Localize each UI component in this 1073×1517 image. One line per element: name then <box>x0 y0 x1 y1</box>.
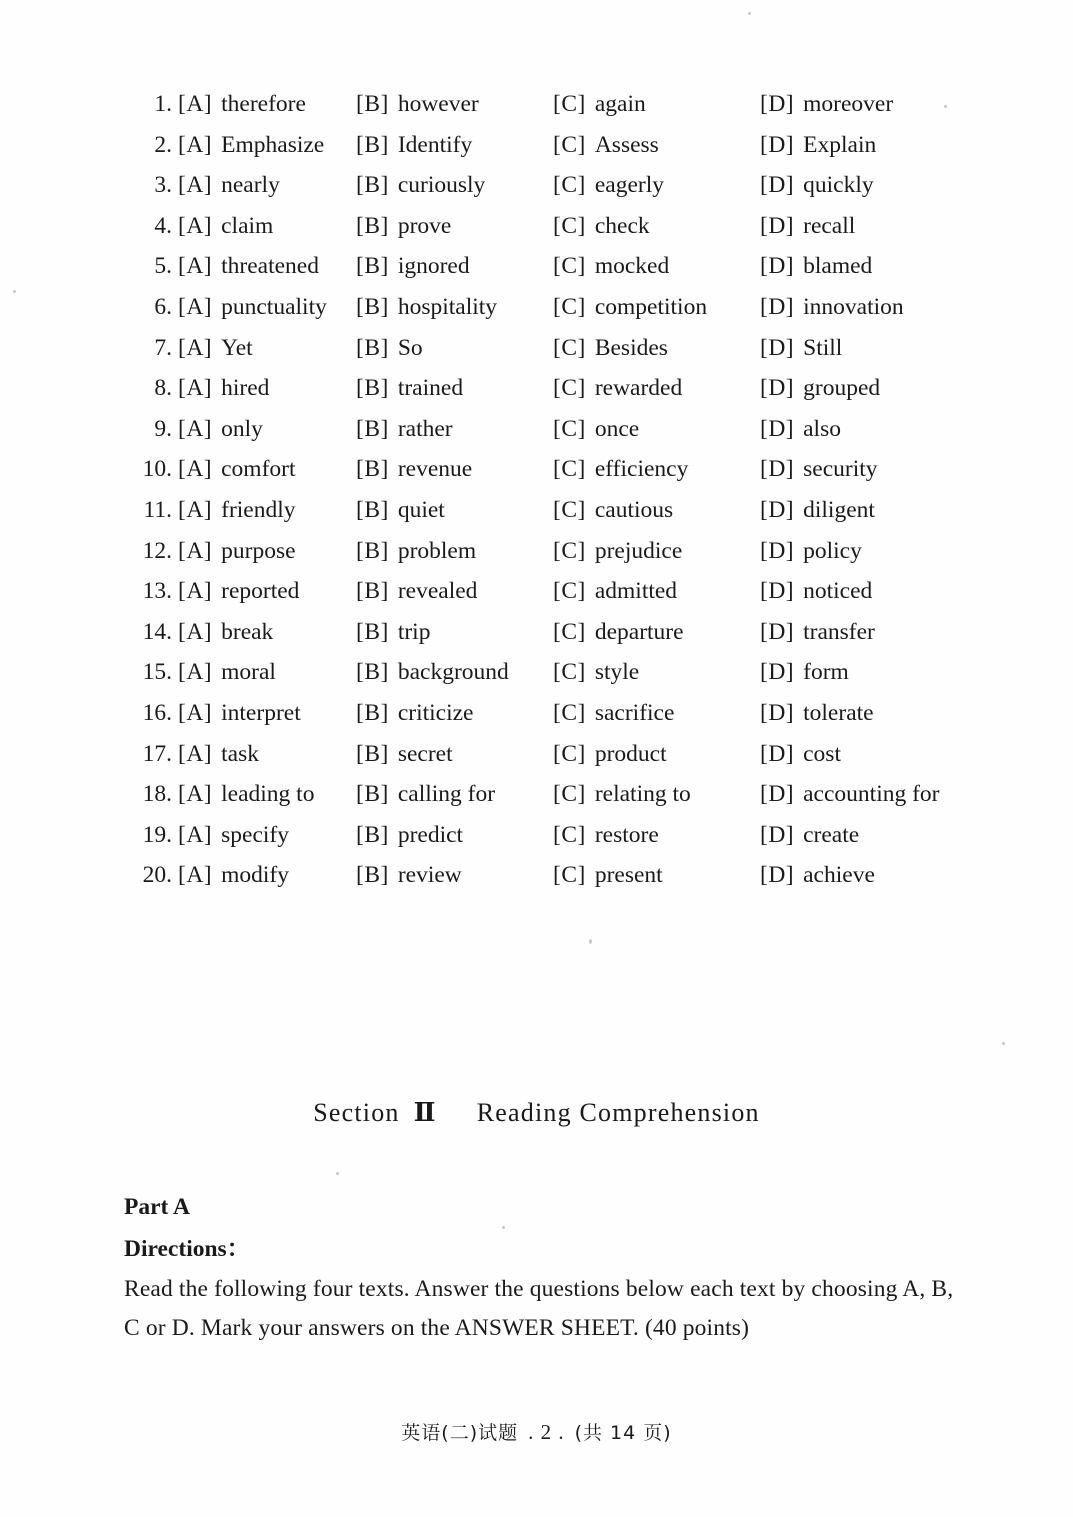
option-a[interactable] <box>178 774 314 815</box>
option-d[interactable] <box>760 409 841 450</box>
option-d[interactable] <box>760 328 842 369</box>
option-tag-a: [A] <box>178 212 213 239</box>
cloze-row <box>0 328 1073 369</box>
option-word: task <box>221 740 259 767</box>
option-tag-b: [B] <box>356 659 389 686</box>
option-c[interactable] <box>553 246 669 287</box>
option-word: tolerate <box>803 699 874 726</box>
option-tag-b: [B] <box>356 781 389 808</box>
option-tag-a: [A] <box>178 699 213 726</box>
option-b[interactable] <box>356 774 495 815</box>
option-word: blamed <box>803 253 873 280</box>
option-c[interactable] <box>553 206 650 247</box>
option-a[interactable] <box>178 246 319 287</box>
option-c[interactable] <box>553 612 684 653</box>
option-tag-d: [D] <box>760 537 795 564</box>
directions-line-1: Read the following four texts. Answer the questions below each text by choosing A, B, <box>124 1276 954 1302</box>
option-c[interactable] <box>553 165 664 206</box>
option-word: sacrifice <box>594 699 675 726</box>
option-c[interactable] <box>553 774 691 815</box>
option-c[interactable] <box>553 287 707 328</box>
option-tag-a: [A] <box>178 781 213 808</box>
option-word: quickly <box>803 172 874 199</box>
option-a[interactable] <box>178 206 273 247</box>
footer-page-number: . 2 . <box>528 1420 565 1444</box>
option-word: only <box>221 415 263 442</box>
option-d[interactable] <box>760 774 940 815</box>
option-tag-c: [C] <box>553 578 586 605</box>
option-c[interactable] <box>553 449 688 490</box>
scan-speck <box>336 1172 339 1175</box>
option-tag-d: [D] <box>760 131 795 158</box>
option-tag-a: [A] <box>178 496 213 523</box>
option-word: present <box>594 862 663 889</box>
option-b[interactable] <box>356 206 451 247</box>
option-word: product <box>594 740 667 767</box>
option-c[interactable] <box>553 815 659 856</box>
question-number: 11. <box>143 496 172 523</box>
option-d[interactable] <box>760 246 872 287</box>
option-tag-d: [D] <box>760 456 795 483</box>
option-tag-a: [A] <box>178 415 213 442</box>
option-d[interactable] <box>760 490 875 531</box>
cloze-row <box>0 206 1073 247</box>
option-tag-b: [B] <box>356 496 389 523</box>
option-word: mocked <box>594 253 670 280</box>
option-tag-a: [A] <box>178 862 213 889</box>
option-word: Assess <box>594 131 659 158</box>
cloze-row <box>0 246 1073 287</box>
option-tag-d: [D] <box>760 578 795 605</box>
question-number: 14. <box>142 618 172 645</box>
option-tag-c: [C] <box>553 253 586 280</box>
cloze-row <box>0 855 1073 896</box>
option-a[interactable] <box>178 571 299 612</box>
option-tag-b: [B] <box>356 578 389 605</box>
option-a[interactable] <box>178 125 324 166</box>
question-number: 17. <box>142 740 172 767</box>
option-a[interactable] <box>178 855 289 896</box>
option-word: ignored <box>397 253 470 280</box>
option-tag-c: [C] <box>553 862 586 889</box>
cloze-row <box>0 490 1073 531</box>
scan-speck <box>589 939 592 944</box>
option-tag-c: [C] <box>553 537 586 564</box>
option-word: moreover <box>803 91 894 117</box>
option-word: moral <box>221 659 276 686</box>
option-tag-d: [D] <box>760 821 795 848</box>
option-c[interactable] <box>553 368 682 409</box>
option-tag-a: [A] <box>178 334 213 361</box>
option-word: Explain <box>803 131 877 158</box>
scan-speck <box>1002 1042 1005 1045</box>
option-a[interactable] <box>178 368 269 409</box>
option-tag-c: [C] <box>553 781 586 808</box>
option-tag-b: [B] <box>356 131 389 158</box>
directions-line-2: C or D. Mark your answers on the ANSWER SHEET. (40 points) <box>124 1315 750 1341</box>
option-a[interactable] <box>178 409 263 450</box>
option-b[interactable] <box>356 368 463 409</box>
option-d[interactable] <box>760 693 874 734</box>
section-heading <box>0 1098 1073 1128</box>
option-word: punctuality <box>221 293 327 320</box>
question-number: 7. <box>154 334 172 361</box>
option-c[interactable] <box>553 84 646 125</box>
footer-subject: 英语(二)试题 <box>401 1422 519 1444</box>
option-word: cautious <box>594 496 674 523</box>
option-word: security <box>803 456 878 483</box>
option-d[interactable] <box>760 571 872 612</box>
question-number: 20. <box>142 862 172 889</box>
part-label: Part A <box>124 1194 190 1220</box>
option-word: Identify <box>397 131 473 158</box>
option-word: specify <box>221 821 289 848</box>
option-word: rewarded <box>594 375 683 402</box>
section-number: Ⅱ <box>413 1098 437 1127</box>
option-tag-c: [C] <box>553 456 586 483</box>
option-word: style <box>594 659 640 686</box>
option-tag-b: [B] <box>356 91 389 117</box>
option-a[interactable] <box>178 612 273 653</box>
option-tag-a: [A] <box>178 740 213 767</box>
option-word: revenue <box>397 456 473 483</box>
option-tag-b: [B] <box>356 415 389 442</box>
option-tag-c: [C] <box>553 618 586 645</box>
option-d[interactable] <box>760 287 904 328</box>
cloze-options-list <box>0 84 1073 896</box>
option-c[interactable] <box>553 531 682 572</box>
question-number: 19. <box>142 821 172 848</box>
option-tag-d: [D] <box>760 212 795 239</box>
option-word: relating to <box>594 781 691 808</box>
option-tag-c: [C] <box>553 375 586 402</box>
option-word: cost <box>803 740 841 767</box>
option-b[interactable] <box>356 693 474 734</box>
question-number: 5. <box>154 253 172 280</box>
option-word: Emphasize <box>221 131 325 158</box>
option-tag-b: [B] <box>356 699 389 726</box>
option-word: once <box>594 415 640 442</box>
option-c[interactable] <box>553 490 673 531</box>
option-word: criticize <box>397 699 474 726</box>
question-number: 3. <box>154 172 172 199</box>
option-d[interactable] <box>760 612 875 653</box>
section-label: Section <box>313 1098 400 1127</box>
option-tag-a: [A] <box>178 91 213 117</box>
option-tag-d: [D] <box>760 172 795 199</box>
option-tag-d: [D] <box>760 496 795 523</box>
option-word: achieve <box>803 862 875 889</box>
option-word: prejudice <box>594 537 683 564</box>
option-word: noticed <box>803 578 873 605</box>
option-tag-c: [C] <box>553 496 586 523</box>
option-a[interactable] <box>178 449 296 490</box>
option-word: prove <box>397 212 452 239</box>
option-d[interactable] <box>760 165 874 206</box>
option-tag-d: [D] <box>760 253 795 280</box>
option-a[interactable] <box>178 287 327 328</box>
option-word: efficiency <box>594 456 689 483</box>
option-d[interactable] <box>760 84 893 125</box>
option-tag-c: [C] <box>553 91 586 117</box>
option-tag-a: [A] <box>178 131 213 158</box>
option-word: So <box>397 334 423 361</box>
option-word: curiously <box>397 172 486 199</box>
option-word: threatened <box>221 253 319 280</box>
option-b[interactable] <box>356 328 423 369</box>
option-tag-c: [C] <box>553 172 586 199</box>
option-tag-a: [A] <box>178 456 213 483</box>
question-number: 18. <box>142 781 172 808</box>
option-a[interactable] <box>178 734 259 775</box>
option-word: calling for <box>397 781 496 808</box>
option-word: also <box>803 415 841 442</box>
option-c[interactable] <box>553 328 668 369</box>
question-number: 1. <box>154 91 172 117</box>
option-tag-b: [B] <box>356 253 389 280</box>
option-tag-d: [D] <box>760 659 795 686</box>
cloze-row <box>0 287 1073 328</box>
option-a[interactable] <box>178 490 296 531</box>
option-word: diligent <box>803 496 875 523</box>
option-tag-a: [A] <box>178 821 213 848</box>
option-word: interpret <box>221 699 301 726</box>
option-word: create <box>803 821 860 848</box>
option-word: restore <box>594 821 659 848</box>
option-d[interactable] <box>760 368 880 409</box>
option-tag-c: [C] <box>553 293 586 320</box>
option-a[interactable] <box>178 815 289 856</box>
option-tag-d: [D] <box>760 293 795 320</box>
cloze-row <box>0 774 1073 815</box>
section-title: Reading Comprehension <box>476 1098 760 1127</box>
option-b[interactable] <box>356 612 430 653</box>
option-word: break <box>221 618 274 645</box>
option-word: grouped <box>803 375 881 402</box>
option-c[interactable] <box>553 693 674 734</box>
option-c[interactable] <box>553 734 667 775</box>
option-b[interactable] <box>356 652 509 693</box>
option-tag-a: [A] <box>178 253 213 280</box>
cloze-row <box>0 652 1073 693</box>
directions-label: Directions： <box>124 1236 251 1262</box>
option-word: competition <box>594 293 708 320</box>
cloze-row <box>0 409 1073 450</box>
option-word: hired <box>221 375 270 402</box>
option-b[interactable] <box>356 409 453 450</box>
option-c[interactable] <box>553 571 677 612</box>
option-word: leading to <box>221 781 315 808</box>
option-tag-a: [A] <box>178 293 213 320</box>
option-tag-a: [A] <box>178 659 213 686</box>
option-word: recall <box>803 212 856 239</box>
question-number: 2. <box>154 131 172 158</box>
option-word: therefore <box>221 91 306 117</box>
option-tag-b: [B] <box>356 740 389 767</box>
option-tag-d: [D] <box>760 618 795 645</box>
option-b[interactable] <box>356 84 479 125</box>
option-word: check <box>594 212 650 239</box>
option-d[interactable] <box>760 855 875 896</box>
question-number: 15. <box>142 659 172 686</box>
option-tag-c: [C] <box>553 659 586 686</box>
option-word: admitted <box>594 578 678 605</box>
option-c[interactable] <box>553 855 663 896</box>
cloze-row <box>0 84 1073 125</box>
option-tag-a: [A] <box>178 172 213 199</box>
option-tag-b: [B] <box>356 537 389 564</box>
option-word: again <box>594 91 646 117</box>
option-tag-c: [C] <box>553 415 586 442</box>
question-number: 6. <box>154 293 172 320</box>
option-word: reported <box>221 578 300 605</box>
option-b[interactable] <box>356 490 445 531</box>
option-tag-b: [B] <box>356 618 389 645</box>
option-tag-a: [A] <box>178 537 213 564</box>
option-word: background <box>397 659 509 686</box>
option-word: review <box>397 862 462 889</box>
option-tag-a: [A] <box>178 375 213 402</box>
option-tag-d: [D] <box>760 375 795 402</box>
option-a[interactable] <box>178 165 280 206</box>
cloze-row <box>0 165 1073 206</box>
option-word: friendly <box>221 496 296 523</box>
option-tag-b: [B] <box>356 821 389 848</box>
option-word: hospitality <box>397 293 498 320</box>
option-c[interactable] <box>553 652 639 693</box>
option-word: nearly <box>221 172 280 199</box>
option-word: modify <box>221 862 290 889</box>
option-tag-c: [C] <box>553 740 586 767</box>
option-d[interactable] <box>760 734 841 775</box>
option-word: problem <box>397 537 477 564</box>
option-word: departure <box>594 618 684 645</box>
cloze-row <box>0 125 1073 166</box>
option-b[interactable] <box>356 815 463 856</box>
option-tag-b: [B] <box>356 334 389 361</box>
option-tag-d: [D] <box>760 862 795 889</box>
question-number: 13. <box>142 578 172 605</box>
question-number: 9. <box>154 415 172 442</box>
option-word: form <box>803 659 849 686</box>
option-word: however <box>397 91 479 117</box>
option-word: quiet <box>397 496 445 523</box>
option-b[interactable] <box>356 531 476 572</box>
option-a[interactable] <box>178 693 301 734</box>
option-word: predict <box>397 821 464 848</box>
option-d[interactable] <box>760 125 876 166</box>
question-number: 12. <box>142 537 172 564</box>
option-tag-b: [B] <box>356 172 389 199</box>
option-tag-d: [D] <box>760 91 795 117</box>
cloze-row <box>0 368 1073 409</box>
option-word: rather <box>397 415 453 442</box>
part-a-block <box>124 1186 994 1348</box>
option-word: comfort <box>221 456 296 483</box>
question-number: 8. <box>154 375 172 402</box>
option-word: eagerly <box>594 172 664 199</box>
option-b[interactable] <box>356 165 485 206</box>
option-d[interactable] <box>760 652 849 693</box>
option-word: Yet <box>221 334 253 361</box>
option-a[interactable] <box>178 531 296 572</box>
option-tag-c: [C] <box>553 334 586 361</box>
option-tag-c: [C] <box>553 821 586 848</box>
option-b[interactable] <box>356 734 453 775</box>
option-b[interactable] <box>356 287 497 328</box>
option-tag-d: [D] <box>760 781 795 808</box>
option-c[interactable] <box>553 125 659 166</box>
cloze-row <box>0 815 1073 856</box>
option-word: purpose <box>221 537 296 564</box>
option-word: trained <box>397 375 464 402</box>
option-tag-d: [D] <box>760 699 795 726</box>
option-tag-c: [C] <box>553 212 586 239</box>
option-tag-c: [C] <box>553 131 586 158</box>
option-tag-c: [C] <box>553 699 586 726</box>
option-d[interactable] <box>760 531 862 572</box>
option-word: secret <box>397 740 453 767</box>
option-tag-b: [B] <box>356 862 389 889</box>
option-b[interactable] <box>356 125 472 166</box>
option-b[interactable] <box>356 571 477 612</box>
footer-total-pages: (共 14 页) <box>574 1422 672 1444</box>
option-a[interactable] <box>178 84 306 125</box>
question-number: 16. <box>142 699 172 726</box>
option-word: revealed <box>397 578 478 605</box>
option-word: Still <box>803 334 843 361</box>
option-tag-a: [A] <box>178 578 213 605</box>
option-b[interactable] <box>356 246 470 287</box>
scan-speck <box>748 12 751 15</box>
question-number: 10. <box>142 456 172 483</box>
option-c[interactable] <box>553 409 639 450</box>
option-d[interactable] <box>760 449 878 490</box>
option-d[interactable] <box>760 206 855 247</box>
option-tag-b: [B] <box>356 293 389 320</box>
option-word: policy <box>803 537 862 564</box>
option-word: innovation <box>803 293 904 320</box>
cloze-row <box>0 612 1073 653</box>
cloze-row <box>0 571 1073 612</box>
option-word: transfer <box>803 618 875 645</box>
option-word: trip <box>397 618 431 645</box>
option-tag-a: [A] <box>178 618 213 645</box>
cloze-row <box>0 449 1073 490</box>
option-b[interactable] <box>356 449 472 490</box>
question-number: 4. <box>154 212 172 239</box>
cloze-row <box>0 693 1073 734</box>
option-tag-b: [B] <box>356 212 389 239</box>
option-tag-b: [B] <box>356 375 389 402</box>
cloze-row <box>0 734 1073 775</box>
option-a[interactable] <box>178 328 253 369</box>
option-tag-d: [D] <box>760 740 795 767</box>
cloze-row <box>0 531 1073 572</box>
option-a[interactable] <box>178 652 276 693</box>
page-footer <box>0 1418 1073 1445</box>
option-word: Besides <box>594 334 668 361</box>
option-tag-d: [D] <box>760 415 795 442</box>
option-b[interactable] <box>356 855 462 896</box>
option-tag-b: [B] <box>356 456 389 483</box>
option-word: accounting for <box>803 781 940 808</box>
option-tag-d: [D] <box>760 334 795 361</box>
option-word: claim <box>221 212 274 239</box>
option-d[interactable] <box>760 815 859 856</box>
